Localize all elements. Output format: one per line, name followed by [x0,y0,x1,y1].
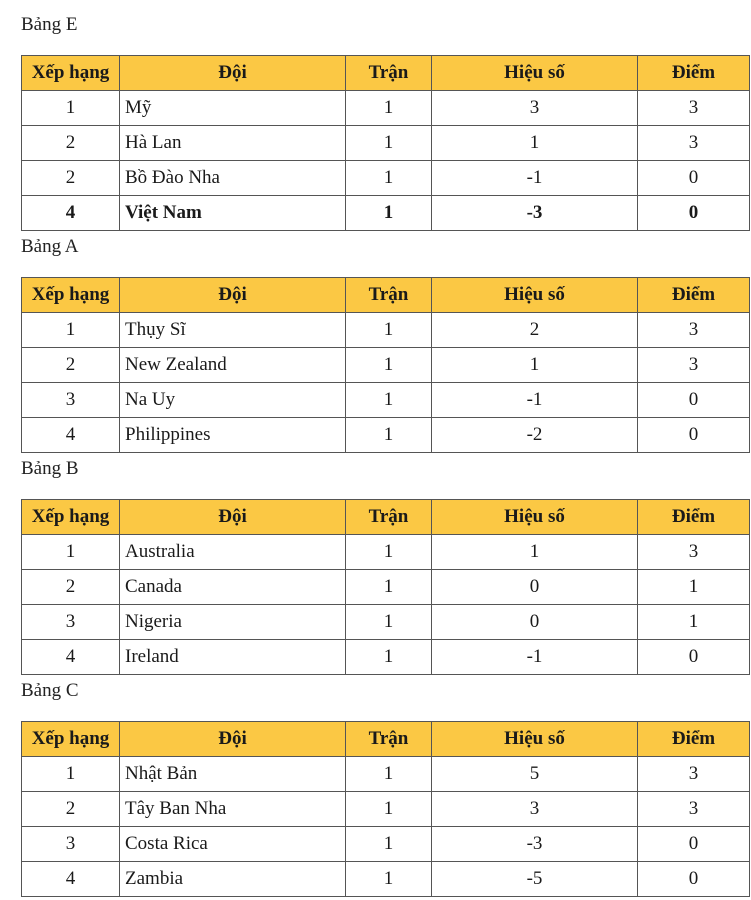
points-cell: 3 [638,313,750,348]
header-diff: Hiệu số [432,500,638,535]
table-row [22,91,750,126]
played-cell: 1 [346,792,432,827]
team-cell: Bồ Đào Nha [120,161,346,196]
team-cell: Nigeria [120,605,346,640]
points-cell: 1 [638,570,750,605]
played-cell: 1 [346,91,432,126]
header-points: Điểm [638,500,750,535]
rank-cell: 2 [22,792,120,827]
team-cell: Nhật Bản [120,757,346,792]
header-diff: Hiệu số [432,56,638,91]
points-cell: 1 [638,605,750,640]
table-row [22,792,750,827]
header-team: Đội [120,500,346,535]
table-row [22,418,750,453]
rank-cell: 2 [22,348,120,383]
team-cell: Australia [120,535,346,570]
rank-cell: 1 [22,313,120,348]
header-team: Đội [120,56,346,91]
rank-cell: 4 [22,196,120,231]
group-title-b: Bảng B [21,458,79,479]
points-cell: 0 [638,862,750,897]
table-row [22,161,750,196]
table-row [22,605,750,640]
points-cell: 0 [638,383,750,418]
rank-cell: 3 [22,827,120,862]
table-row [22,196,750,231]
group-title-c: Bảng C [21,680,79,701]
points-cell: 0 [638,196,750,231]
table-row [22,313,750,348]
points-cell: 3 [638,348,750,383]
team-cell: Thụy Sĩ [120,313,346,348]
diff-cell: -2 [432,418,638,453]
rank-cell: 2 [22,161,120,196]
header-rank: Xếp hạng [22,56,120,91]
table-row [22,640,750,675]
table-row [22,570,750,605]
rank-cell: 1 [22,757,120,792]
standings-table-b [21,499,750,675]
rank-cell: 3 [22,605,120,640]
played-cell: 1 [346,196,432,231]
table-row [22,827,750,862]
played-cell: 1 [346,418,432,453]
team-cell: Hà Lan [120,126,346,161]
team-cell: Philippines [120,418,346,453]
standings-table-c [21,721,750,897]
team-cell: Costa Rica [120,827,346,862]
points-cell: 3 [638,792,750,827]
table-row [22,126,750,161]
header-rank: Xếp hạng [22,278,120,313]
diff-cell: 3 [432,91,638,126]
diff-cell: 2 [432,313,638,348]
team-cell: Việt Nam [120,196,346,231]
played-cell: 1 [346,126,432,161]
team-cell: Zambia [120,862,346,897]
diff-cell: 1 [432,535,638,570]
played-cell: 1 [346,348,432,383]
points-cell: 3 [638,126,750,161]
header-played: Trận [346,278,432,313]
table-row [22,757,750,792]
header-points: Điểm [638,722,750,757]
header-points: Điểm [638,56,750,91]
table-header-row [22,278,750,313]
diff-cell: 5 [432,757,638,792]
table-header-row [22,722,750,757]
group-title-e: Bảng E [21,14,78,35]
played-cell: 1 [346,535,432,570]
points-cell: 0 [638,418,750,453]
header-diff: Hiệu số [432,278,638,313]
standings-table-a [21,277,750,453]
rank-cell: 2 [22,126,120,161]
points-cell: 0 [638,161,750,196]
points-cell: 0 [638,827,750,862]
points-cell: 0 [638,640,750,675]
header-diff: Hiệu số [432,722,638,757]
rank-cell: 2 [22,570,120,605]
diff-cell: -5 [432,862,638,897]
diff-cell: 0 [432,570,638,605]
rank-cell: 4 [22,418,120,453]
table-row [22,348,750,383]
header-team: Đội [120,278,346,313]
played-cell: 1 [346,827,432,862]
team-cell: Canada [120,570,346,605]
rank-cell: 1 [22,91,120,126]
standings-table-e [21,55,750,231]
team-cell: Mỹ [120,91,346,126]
played-cell: 1 [346,383,432,418]
points-cell: 3 [638,91,750,126]
diff-cell: 1 [432,348,638,383]
diff-cell: -1 [432,161,638,196]
diff-cell: -3 [432,827,638,862]
diff-cell: -3 [432,196,638,231]
played-cell: 1 [346,570,432,605]
table-row [22,535,750,570]
diff-cell: -1 [432,640,638,675]
header-played: Trận [346,56,432,91]
played-cell: 1 [346,605,432,640]
table-header-row [22,500,750,535]
team-cell: New Zealand [120,348,346,383]
points-cell: 3 [638,535,750,570]
diff-cell: 1 [432,126,638,161]
header-played: Trận [346,722,432,757]
played-cell: 1 [346,313,432,348]
played-cell: 1 [346,161,432,196]
diff-cell: -1 [432,383,638,418]
rank-cell: 4 [22,640,120,675]
table-header-row [22,56,750,91]
header-team: Đội [120,722,346,757]
header-played: Trận [346,500,432,535]
team-cell: Na Uy [120,383,346,418]
played-cell: 1 [346,757,432,792]
header-rank: Xếp hạng [22,500,120,535]
table-row [22,862,750,897]
diff-cell: 3 [432,792,638,827]
table-row [22,383,750,418]
played-cell: 1 [346,640,432,675]
header-rank: Xếp hạng [22,722,120,757]
rank-cell: 1 [22,535,120,570]
header-points: Điểm [638,278,750,313]
rank-cell: 3 [22,383,120,418]
rank-cell: 4 [22,862,120,897]
team-cell: Ireland [120,640,346,675]
diff-cell: 0 [432,605,638,640]
played-cell: 1 [346,862,432,897]
points-cell: 3 [638,757,750,792]
team-cell: Tây Ban Nha [120,792,346,827]
group-title-a: Bảng A [21,236,79,257]
